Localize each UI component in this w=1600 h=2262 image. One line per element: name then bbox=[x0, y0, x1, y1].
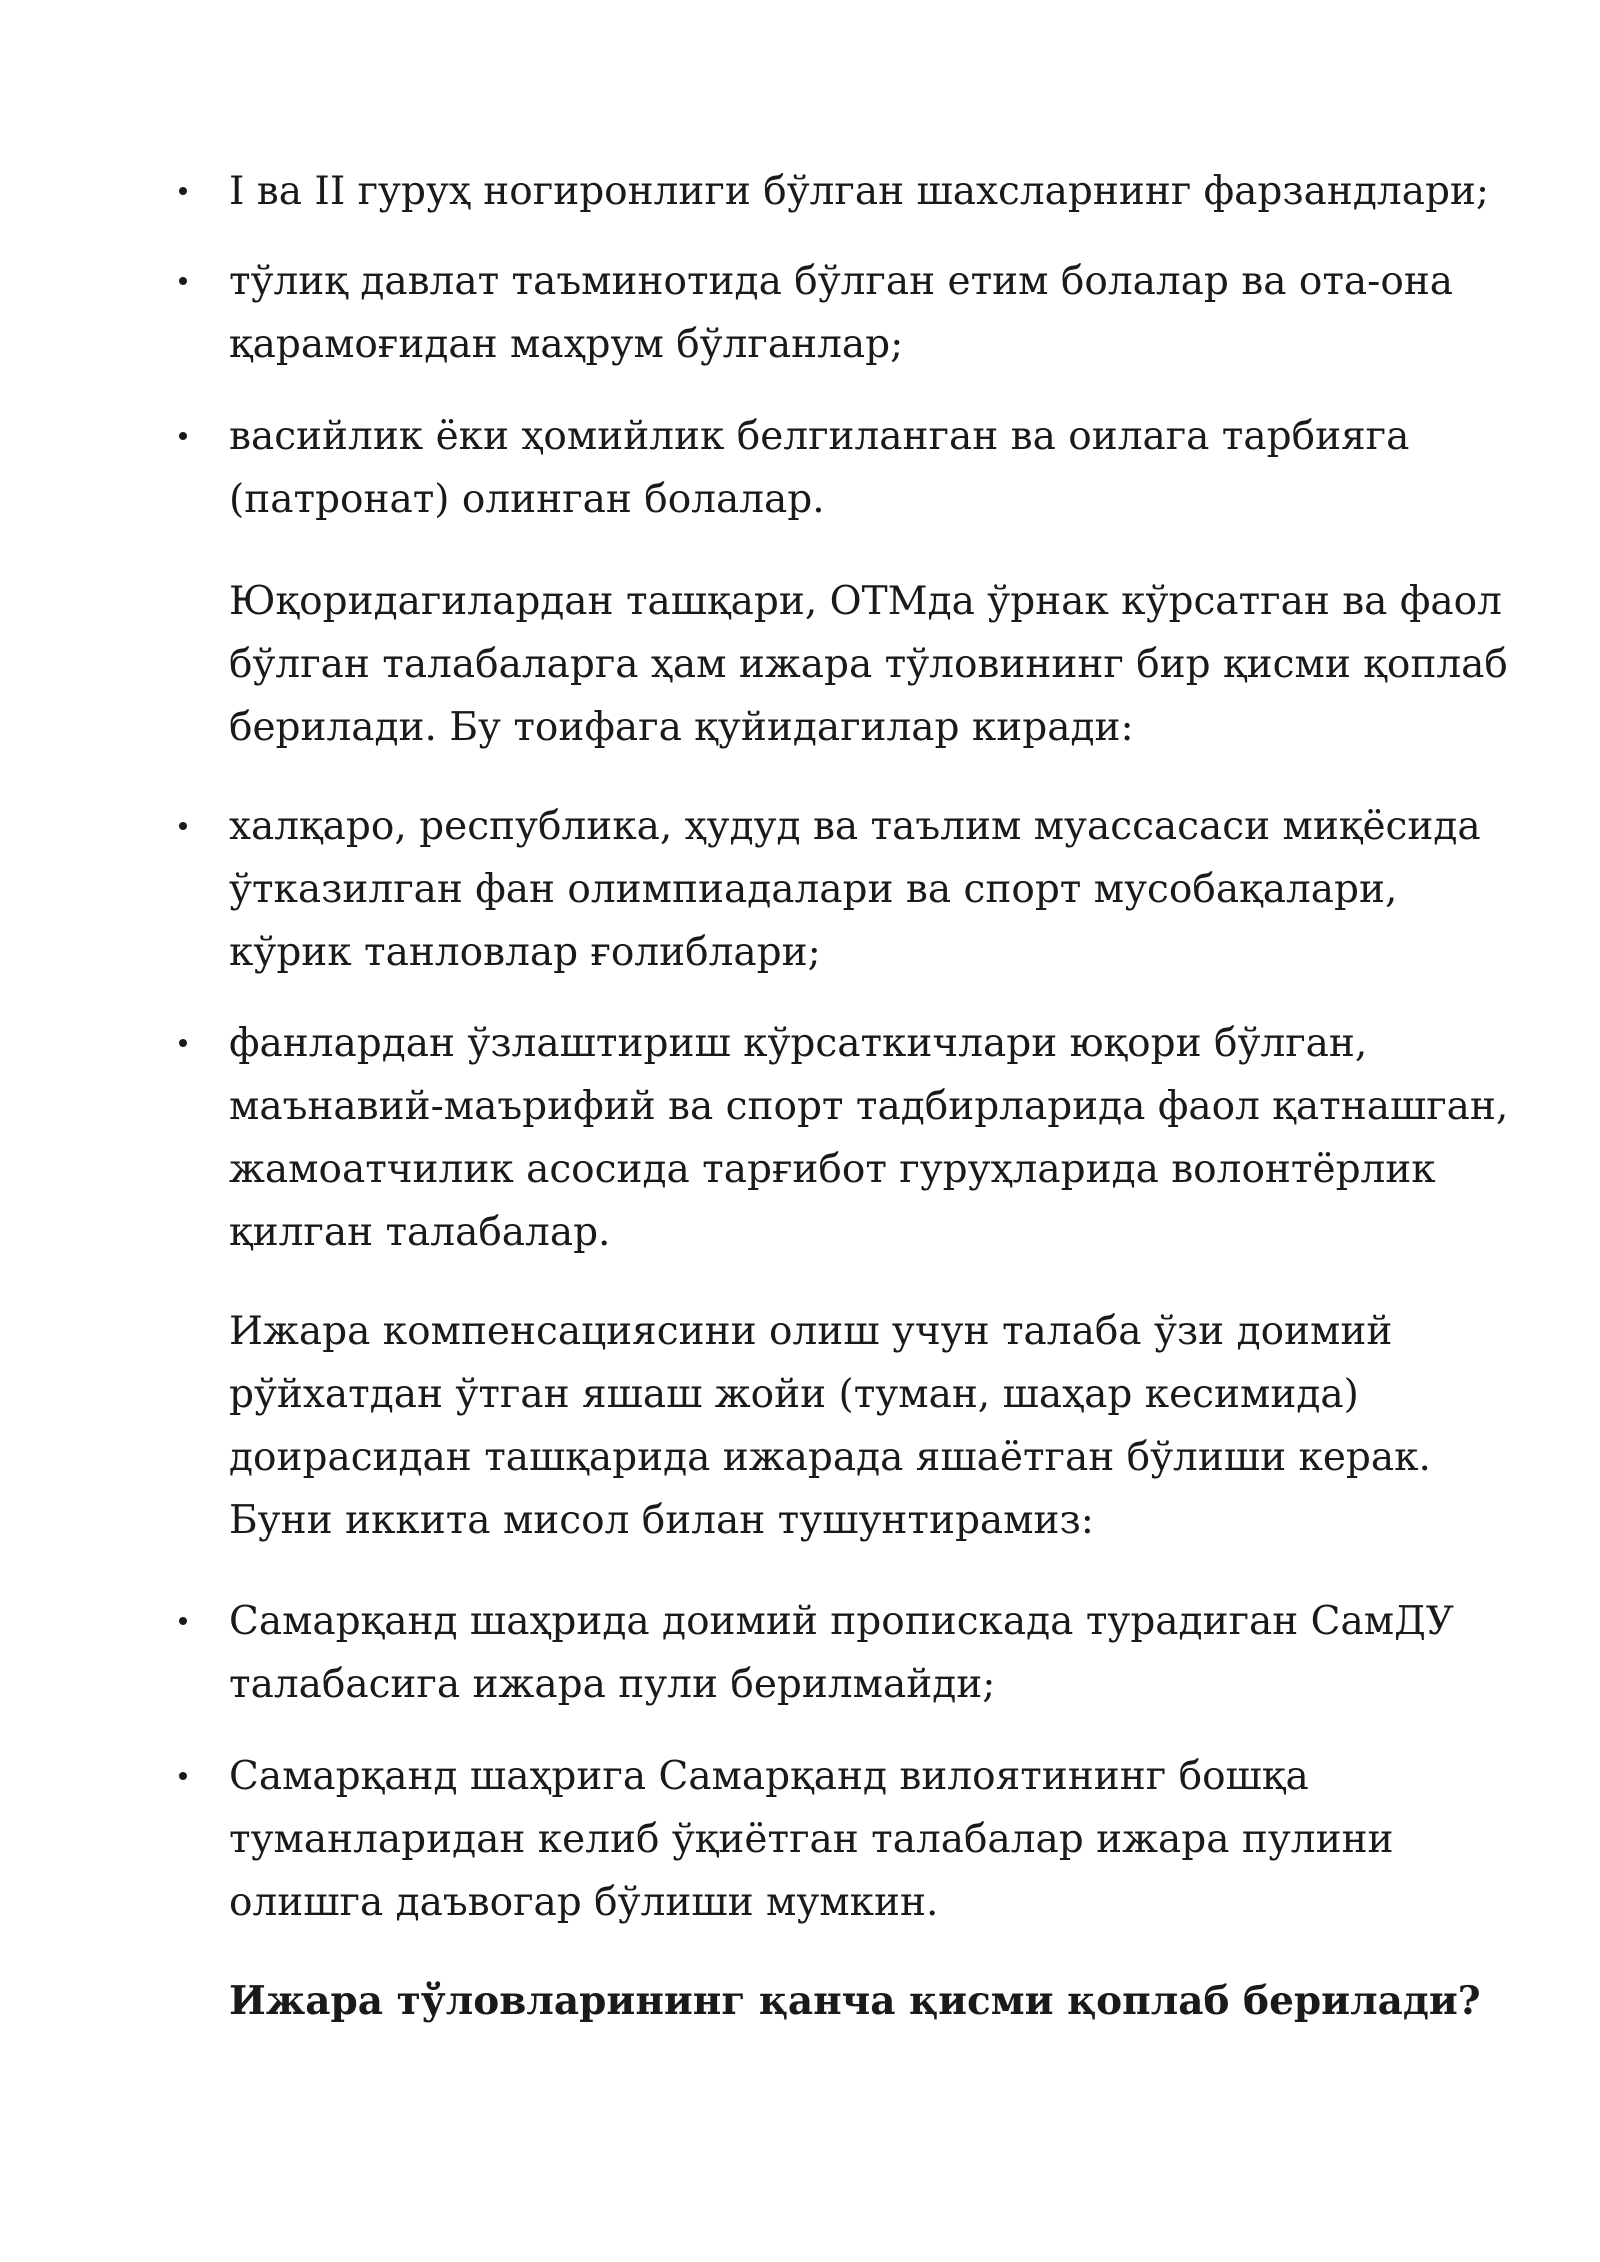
bullet-icon bbox=[179, 277, 187, 285]
body-paragraph: Ижара компенсациясини олиш учун талаба ўзи доимий рўйхатдан ўтган яшаш жойи (туман, шаҳар кесимида) доирасидан ташқарида ижарада яшаётган бўлиши керак. Буни иккита мисол билан тушунтирамиз: bbox=[229, 1309, 1431, 1543]
list-item-text: фанлардан ўзлаштириш кўрсаткичлари юқори бўлган, маънавий-маърифий ва спорт тадбирларида фаол қатнашган, жамоатчилик асосида тарғибот гуруҳларида волонтёрлик қилган талабалар. bbox=[229, 1021, 1509, 1255]
list-item bbox=[229, 1590, 1519, 1716]
list-item bbox=[229, 160, 1519, 223]
list-item bbox=[229, 250, 1519, 376]
list-item-text: Самарқанд шаҳрида доимий пропискада турадиган СамДУ талабасига ижара пули берилмайди; bbox=[229, 1599, 1454, 1707]
section-heading: Ижара тўловларининг қанча қисми қоплаб берилади? bbox=[229, 1978, 1481, 2024]
list-item-text: халқаро, республика, ҳудуд ва таълим муассасаси миқёсида ўтказилган фан олимпиадалари ва спорт мусобақалари, кўрик танловлар ғолиблари; bbox=[229, 804, 1481, 975]
bullet-icon bbox=[179, 1772, 187, 1780]
list-item bbox=[229, 405, 1519, 531]
list-item bbox=[229, 1745, 1519, 1934]
bullet-icon bbox=[179, 187, 187, 195]
bullet-icon bbox=[179, 1617, 187, 1625]
bullet-icon bbox=[179, 822, 187, 830]
list-item-text: Самарқанд шаҳрига Самарқанд вилоятининг бошқа туманларидан келиб ўқиётган талабалар ижара пулини олишга даъвогар бўлиши мумкин. bbox=[229, 1754, 1394, 1925]
bullet-icon bbox=[179, 432, 187, 440]
list-item bbox=[229, 1012, 1519, 1264]
bullet-icon bbox=[179, 1039, 187, 1047]
list-item bbox=[229, 795, 1519, 984]
list-item-text: тўлиқ давлат таъминотида бўлган етим болалар ва ота-она қарамоғидан маҳрум бўлганлар; bbox=[229, 259, 1454, 367]
list-item-text: васийлик ёки ҳомийлик белгиланган ва оилага тарбияга (патронат) олинган болалар. bbox=[229, 414, 1410, 522]
list-item-text: I ва II гуруҳ ногиронлиги бўлган шахсларнинг фарзандлари; bbox=[229, 169, 1490, 214]
body-paragraph: Юқоридагилардан ташқари, ОТМда ўрнак кўрсатган ва фаол бўлган талабаларга ҳам ижара тўловининг бир қисми қоплаб берилади. Бу тоифага қуйидагилар киради: bbox=[229, 579, 1508, 750]
